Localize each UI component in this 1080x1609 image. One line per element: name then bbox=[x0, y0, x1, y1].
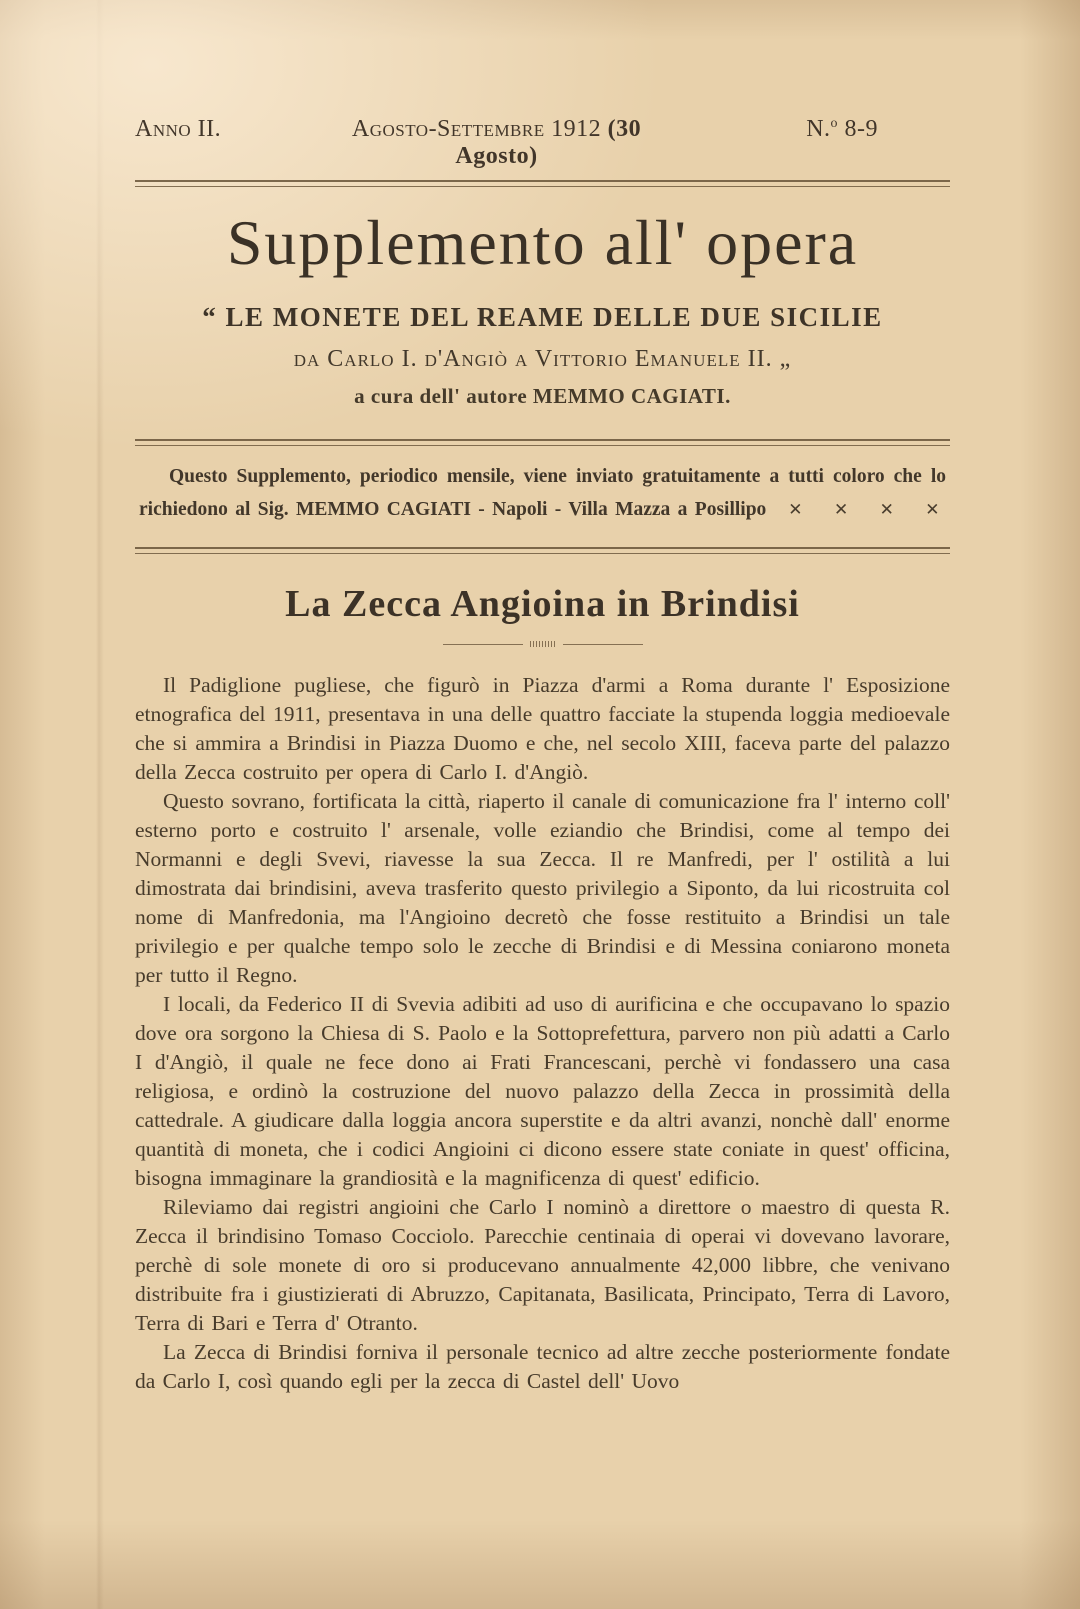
masthead bbox=[135, 116, 950, 170]
heading-divider bbox=[135, 641, 950, 647]
article-paragraph-5: La Zecca di Brindisi forniva il personale tecnico ad altre zecche posteriormente fondate da Carlo I, così quando egli per la zecca di Castel dell' Uovo bbox=[135, 1340, 950, 1394]
article-paragraph-1: Il Padiglione pugliese, che figurò in Piazza d'armi a Roma durante l' Esposizione etnografica del 1911, presentava in una delle quattro facciate la stupenda loggia medioevale che si ammira a Brindisi in Piazza Duomo e che, nel secolo XIII, faceva parte del palazzo della Zecca costruito per opera di Carlo I. d'Angiò. bbox=[135, 673, 950, 785]
masthead-date-month: Agosto-Settembre bbox=[351, 116, 545, 142]
double-rule-bottom bbox=[135, 547, 950, 554]
article-body bbox=[135, 671, 950, 1396]
article-heading: La Zecca Angioina in Brindisi bbox=[285, 583, 800, 626]
page-title: Supplemento all' opera bbox=[226, 207, 859, 278]
masthead-issue-number: N.$^o$ 8-9 bbox=[806, 116, 878, 142]
work-title: “ LE MONETE DEL REAME DELLE DUE SICILIE bbox=[202, 302, 883, 333]
double-rule-top bbox=[135, 180, 950, 187]
double-rule-middle bbox=[135, 439, 950, 446]
divider-line-right bbox=[563, 644, 643, 645]
notice-star-ornaments: ✕ ✕ ✕ ✕ bbox=[788, 500, 940, 521]
subscription-notice bbox=[135, 446, 950, 533]
author-credit: a cura dell' autore MEMMO CAGIATI. bbox=[354, 384, 731, 409]
masthead-date bbox=[325, 116, 668, 170]
work-subtitle: da Carlo I. d'Angiò a Vittorio Emanuele II. „ bbox=[293, 346, 792, 373]
masthead-anno: Anno II. bbox=[135, 116, 222, 142]
masthead-date-year: 1912 bbox=[544, 116, 608, 142]
article-paragraph-4: Rileviamo dai registri angioini che Carlo I nominò a direttore o maestro di questa R. Zecca il brindisino Tomaso Cocciolo. Parecchie centinaia di operai vi dovevano lavorare, perchè di sole monete di oro si producevano annualmente 42,000 libbre, che venivano distribuite fra i giustizierati di Abruzzo, Capitanata, Basilicata, Principato, Terra di Lavoro, Terra di Bari e Terra d' Otranto. bbox=[135, 1195, 950, 1336]
subscription-notice-text: Questo Supplemento, periodico mensile, viene inviato gratuitamente a tutti coloro che lo richiedono al Sig. MEMMO CAGIATI - Napoli - Villa Mazza a Posillipo bbox=[139, 466, 946, 521]
masthead-date-paren: (30 Agosto) bbox=[455, 116, 642, 169]
divider-line-left bbox=[443, 644, 523, 645]
article-paragraph-3: I locali, da Federico II di Svevia adibiti ad uso di aurificina e che occupavano lo spazio dove ora sorgono la Chiesa di S. Paolo e la Sottoprefettura, parvero non più adatti a Carlo I d'Angiò, il quale ne fece dono ai Frati Francescani, perchè vi fondassero una casa religiosa, e ordinò la costruzione del nuovo palazzo della Zecca in prossimità della cattedrale. A giudicare dalla loggia ancora superstite e da altri avanzi, nonchè dall' enorme quantità di moneta, che i codici Angioini ci dicono essere state coniate in quest' officina, bisogna immaginare la grandiosità e la magnificenza di quest' edificio. bbox=[135, 992, 950, 1191]
divider-ticks-ornament bbox=[530, 641, 556, 647]
article-paragraph-2: Questo sovrano, fortificata la città, riaperto il canale di comunicazione fra l' interno coll' esterno porto e costruito l' arsenale, volle eziandio che Brindisi, come al tempo dei Normanni e degli Svevi, riavesse la sua Zecca. Il re Manfredi, per l' ostilità a lui dimostrata dai brindisini, aveva trasferito questo privilegio a Siponto, da lui ricostruita col nome di Manfredonia, ma l'Angioino decretò che fosse restituito a Brindisi un tale privilegio e per qualche tempo solo le zecche di Brindisi e di Messina coniarono moneta per tutto il Regno. bbox=[135, 789, 950, 988]
